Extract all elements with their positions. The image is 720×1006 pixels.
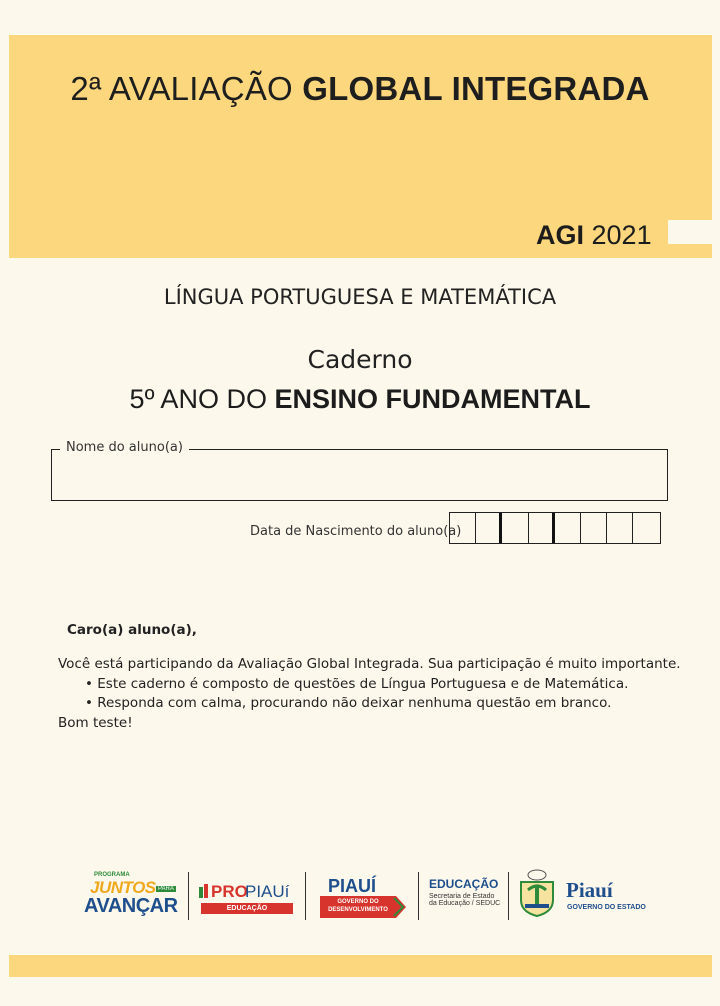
logo-governo-estado bbox=[516, 868, 646, 920]
logo-divider bbox=[418, 872, 419, 920]
juntos-top: PROGRAMA bbox=[94, 872, 130, 878]
instruction-bullet: • Responda com calma, procurando não deixar nenhuma questão em branco. bbox=[85, 695, 612, 711]
subject-heading: LÍNGUA PORTUGUESA E MATEMÁTICA bbox=[163, 285, 557, 309]
governo-sub2: DESENVOLVIMENTO bbox=[328, 907, 388, 913]
page-title bbox=[0, 70, 720, 108]
propiaui-pro: PRO bbox=[211, 882, 248, 901]
grade-heading bbox=[0, 384, 720, 415]
greeting: Caro(a) aluno(a), bbox=[67, 622, 197, 638]
governo-sub1: GOVERNO DO bbox=[337, 899, 379, 905]
juntos-para: PARA bbox=[158, 886, 174, 892]
dob-digit-box[interactable] bbox=[633, 513, 659, 543]
logo-divider bbox=[508, 872, 509, 920]
logo-juntos-avancar bbox=[84, 872, 184, 918]
logo-propiaui bbox=[199, 882, 295, 916]
instructions-block bbox=[58, 655, 681, 733]
dob-digit-box[interactable] bbox=[607, 513, 633, 543]
dob-digit-box[interactable] bbox=[502, 513, 528, 543]
agi-bold: AGI bbox=[536, 220, 585, 250]
logo-divider bbox=[305, 872, 306, 920]
dob-digit-box[interactable] bbox=[476, 513, 502, 543]
title-bold: GLOBAL INTEGRADA bbox=[302, 70, 650, 107]
coat-of-arms-icon bbox=[516, 868, 558, 918]
dob-digit-box[interactable] bbox=[581, 513, 607, 543]
seduc-title: EDUCAÇÃO bbox=[429, 877, 499, 891]
caderno-heading: Caderno bbox=[307, 345, 413, 374]
juntos-bottom: AVANÇAR bbox=[84, 895, 178, 917]
student-name-label: Nome do aluno(a) bbox=[60, 440, 189, 455]
closing-line: Bom teste! bbox=[58, 714, 133, 731]
dob-field[interactable] bbox=[449, 512, 661, 544]
logo-seduc bbox=[429, 877, 499, 917]
title-prefix: 2ª AVALIAÇÃO bbox=[70, 70, 303, 107]
dob-digit-box[interactable] bbox=[529, 513, 555, 543]
logo-governo-desenvolvimento bbox=[320, 876, 408, 918]
grade-bold: ENSINO FUNDAMENTAL bbox=[274, 384, 591, 414]
student-name-field[interactable] bbox=[51, 449, 668, 501]
propiaui-piaui: PIAUí bbox=[245, 882, 290, 901]
logo-divider bbox=[188, 872, 189, 920]
estado-title: Piauí bbox=[566, 878, 613, 902]
seduc-line2: da Educação / SEDUC bbox=[429, 900, 501, 907]
estado-sub: GOVERNO DO ESTADO bbox=[567, 904, 646, 911]
dob-digit-box[interactable] bbox=[555, 513, 581, 543]
propiaui-sub: EDUCAÇÃO bbox=[201, 903, 293, 914]
instruction-bullet: • Este caderno é composto de questões de Língua Portuguesa e de Matemática. bbox=[85, 675, 629, 692]
governo-title: PIAUÍ bbox=[328, 876, 377, 896]
intro-line: Você está participando da Avaliação Global Integrada. Sua participação é muito importante. bbox=[58, 656, 681, 672]
juntos-mid: JUNTOS bbox=[90, 878, 156, 897]
dob-digit-box[interactable] bbox=[450, 513, 476, 543]
seduc-line1: Secretaria de Estado bbox=[429, 893, 495, 900]
dob-label: Data de Nascimento do aluno(a) bbox=[250, 524, 462, 539]
footer-band bbox=[9, 955, 712, 977]
propiaui-mark-icon bbox=[199, 884, 209, 898]
agi-year: 2021 bbox=[584, 220, 652, 250]
agi-label bbox=[528, 218, 676, 252]
grade-prefix: 5º ANO DO bbox=[129, 384, 275, 414]
